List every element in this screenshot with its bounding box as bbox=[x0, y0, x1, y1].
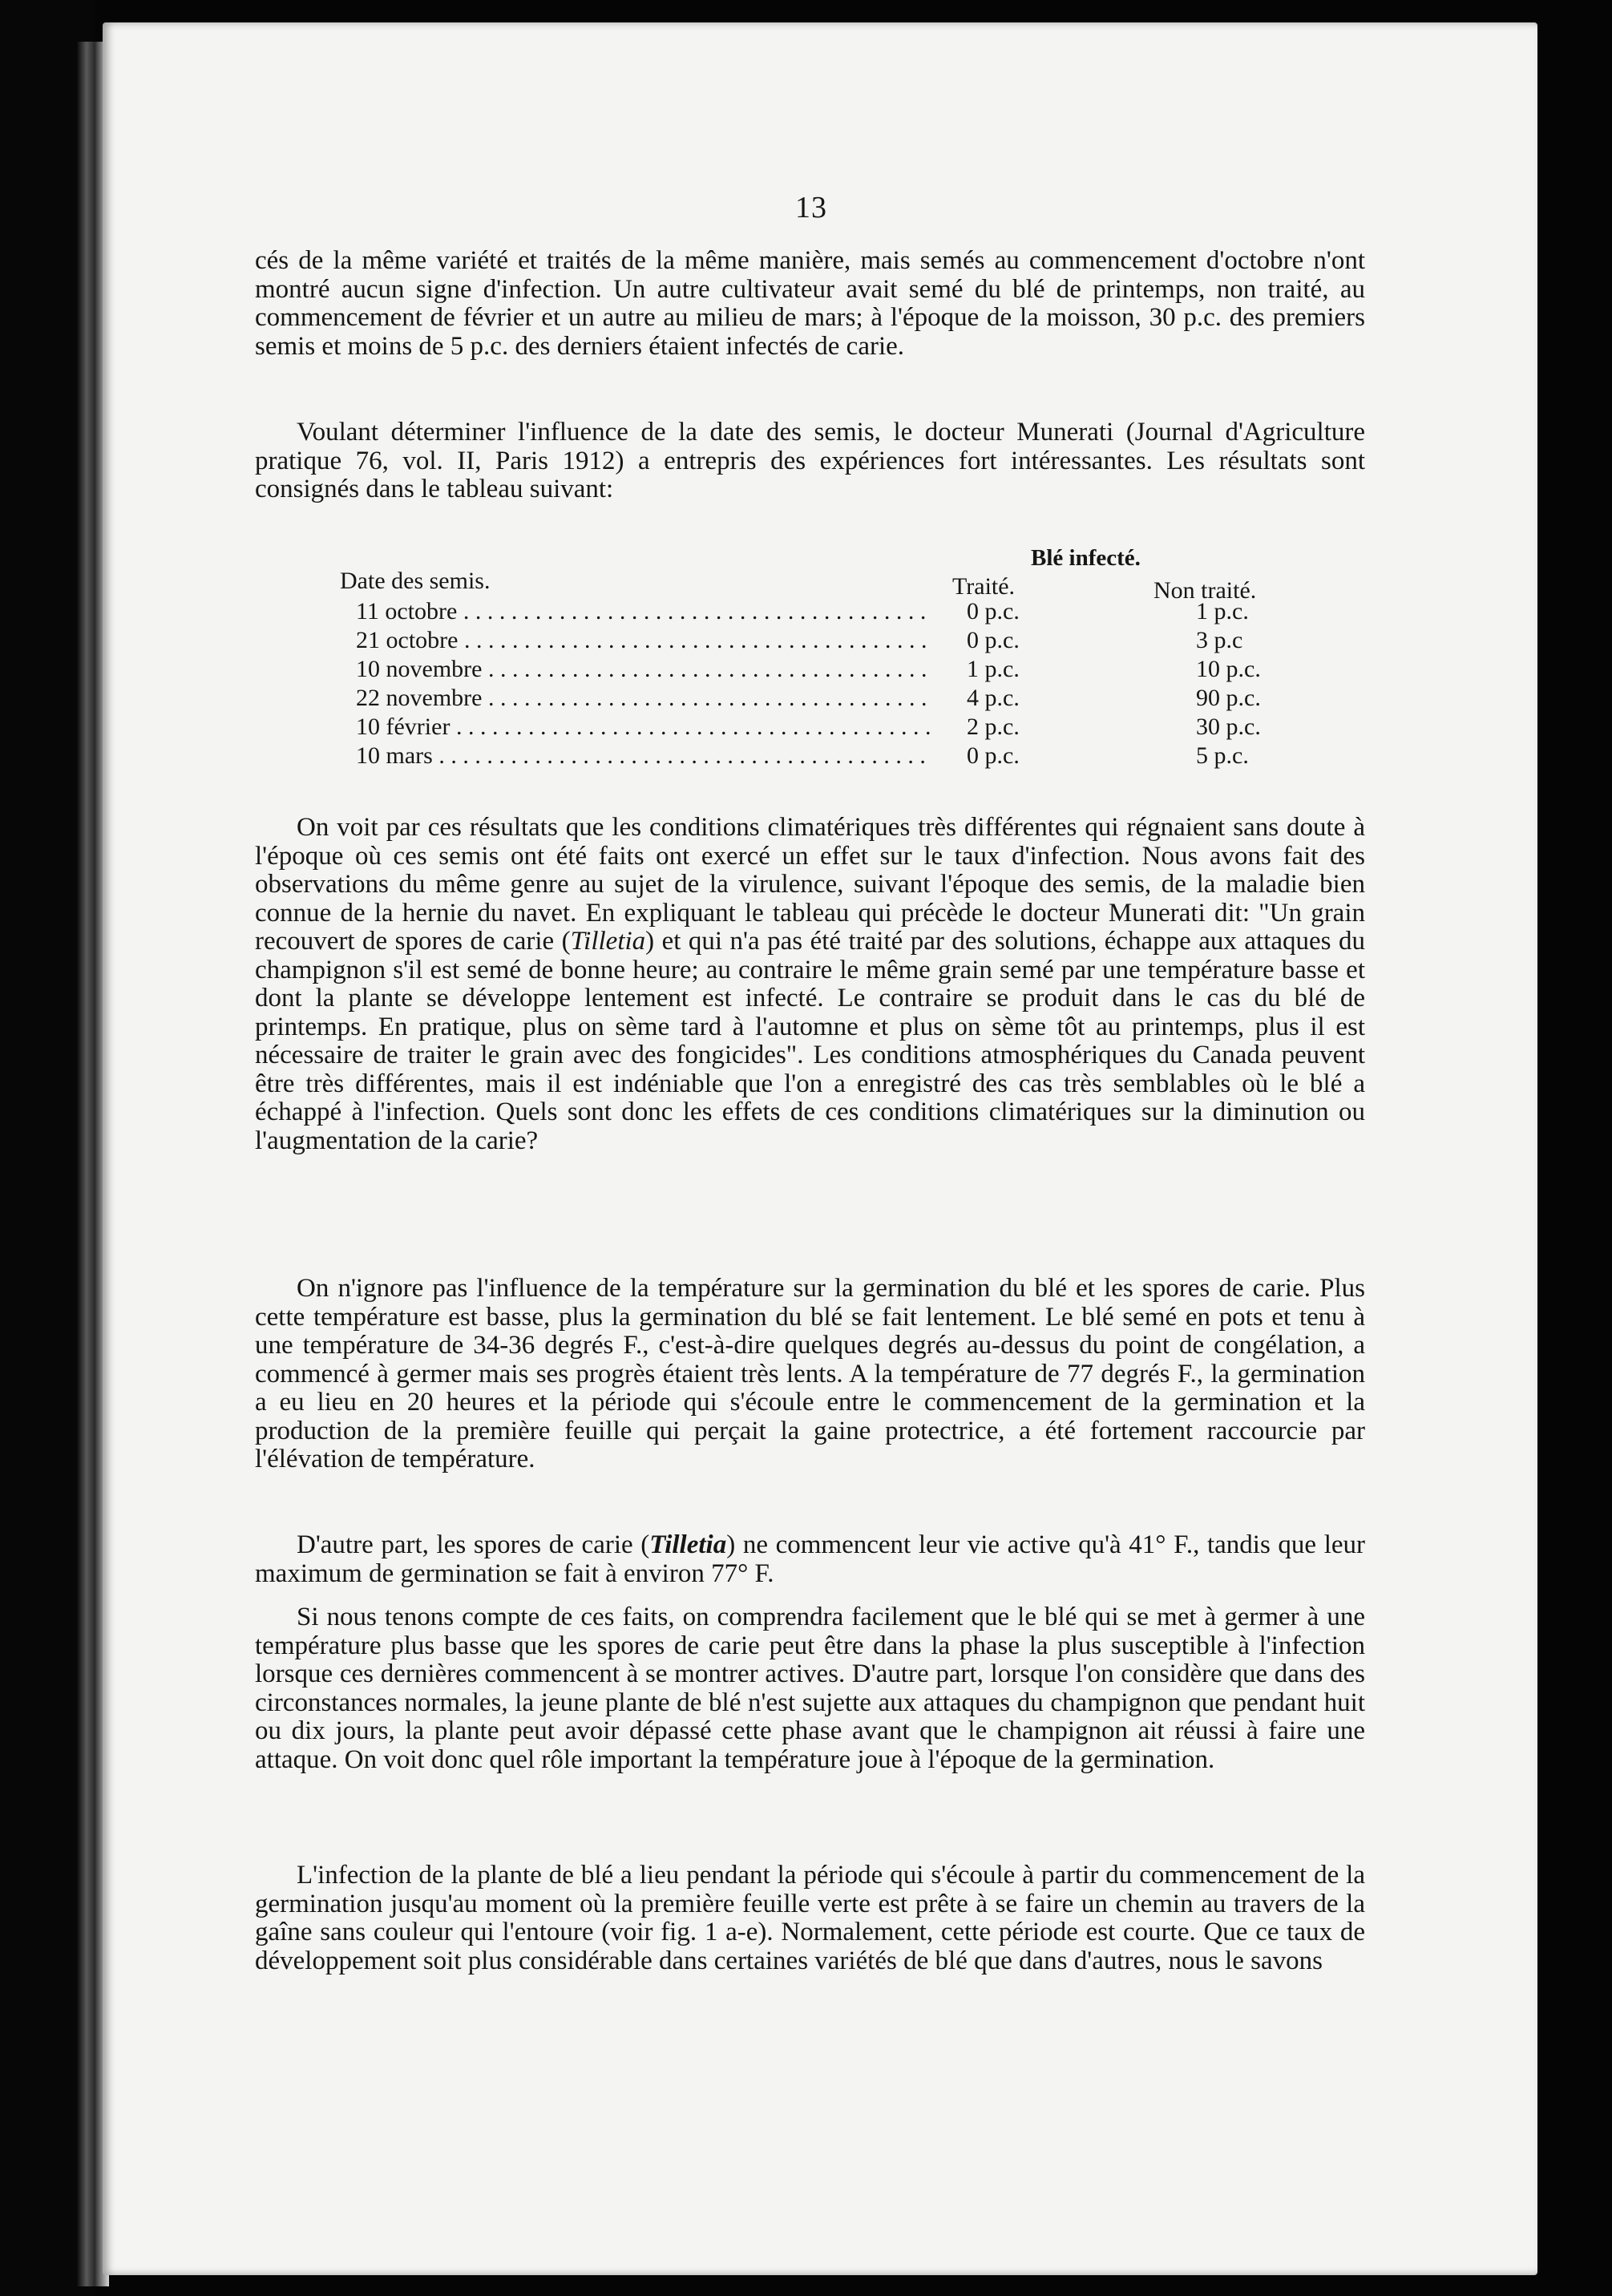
table-row bbox=[356, 713, 1302, 742]
paragraph bbox=[255, 814, 1365, 1155]
paragraph-text: Voulant déterminer l'influence de la date des semis, le docteur Munerati (Journal d'Agriculture pratique 76, vol. II, Paris 1912) a entrepris des expériences fort intéressantes. Les résultats sont consignés dans le tableau suivant: bbox=[255, 418, 1365, 503]
cell-untreated: 5 p.c. bbox=[1196, 742, 1249, 769]
cell-date: 22 novembre . . . bbox=[356, 685, 933, 712]
cell-treated: 1 p.c. bbox=[967, 656, 1020, 682]
text-run: ) et qui n'a pas été traité par des solutions, échappe aux attaques du champignon s'il est semé de bonne heure; au contraire le même grain semé par une température basse et dont la plante se développe lentement est infecté. Le contraire se produit dans le cas du blé de printemps. En pratique, plus on sème tard à l'automne et plus on sème tôt au printemps, plus il est nécessaire de traiter le grain avec des fongicides". Les conditions atmosphériques du Canada peuvent être très différentes, mais il est indéniable que l'on a enregistré des cas très semblables où le blé a échappé à l'infection. Quels sont donc les effets de ces conditions climatériques sur la diminution ou l'augmentation de la carie? bbox=[255, 927, 1365, 1155]
paragraph bbox=[255, 418, 1365, 504]
results-table bbox=[340, 545, 1302, 786]
column-header-untreated: Non traité. bbox=[1153, 577, 1257, 604]
paragraph bbox=[255, 1531, 1365, 1588]
text-run: On voit par ces résultats que les conditions climatériques très différentes qui régnaient sans doute à l'époque où ces semis ont été faits ont exercé un effet sur le taux d'infection. Nous avons fait des observations du même genre au sujet de la virulence, suivant l'époque des semis, de la maladie bien connue de la hernie du navet. En expliquant le tableau qui précède le docteur Munerati dit: "Un grain recouvert de spores de carie ( bbox=[255, 813, 1365, 956]
cell-treated: 0 p.c. bbox=[967, 627, 1020, 653]
paragraph bbox=[255, 1275, 1365, 1474]
table-row bbox=[356, 598, 1302, 627]
cell-treated: 2 p.c. bbox=[967, 713, 1020, 740]
cell-date: 10 mars . . . bbox=[356, 742, 933, 770]
cell-untreated: 3 p.c bbox=[1196, 627, 1243, 653]
page-number: 13 bbox=[795, 191, 827, 224]
cell-date: 11 octobre . . . bbox=[356, 598, 933, 625]
paragraph-text: L'infection de la plante de blé a lieu pendant la période qui s'écoule à partir du commencement de la germination jusqu'au moment où la première feuille verte est prête à se faire un chemin au travers de la gaîne sans couleur qui l'entoure (voir fig. 1 a-e). Normalement, cette période est courte. Que ce taux de développement soit plus considérable dans certaines variétés de blé que dans d'autres, nous le savons bbox=[255, 1861, 1365, 1975]
text-run: D'autre part, les spores de carie ( bbox=[297, 1530, 650, 1559]
cell-date: 21 octobre . . . bbox=[356, 627, 933, 654]
paragraph-text bbox=[255, 1531, 1365, 1588]
cell-untreated: 30 p.c. bbox=[1196, 713, 1261, 740]
species-name: Tilletia bbox=[570, 927, 646, 956]
table-row bbox=[356, 627, 1302, 656]
paragraph bbox=[255, 1603, 1365, 1774]
column-header-date: Date des semis. bbox=[340, 568, 491, 594]
paragraph-text: cés de la même variété et traités de la même manière, mais semés au commencement d'octobre n'ont montré aucun signe d'infection. Un autre cultivateur avait semé du blé de printemps, non traité, au commencement de février et un autre au milieu de mars; à l'époque de la moisson, 30 p.c. des premiers semis et moins de 5 p.c. des derniers étaient infectés de carie. bbox=[255, 246, 1365, 361]
paragraph bbox=[255, 1861, 1365, 1975]
cell-date: 10 novembre . . . bbox=[356, 656, 933, 683]
cell-untreated: 90 p.c. bbox=[1196, 685, 1261, 711]
paragraph-text: Si nous tenons compte de ces faits, on comprendra facilement que le blé qui se met à germer à une température plus basse que les spores de carie peut être dans la phase la plus susceptible à l'infection lorsque ces dernières commencent à se montrer actives. D'autre part, lorsque l'on considère que dans des circonstances normales, la jeune plante de blé n'est sujette aux attaques du champignon que pendant huit ou dix jours, la plante peut avoir dépassé cette phase avant que le champignon ait réussi à faire une attaque. On voit donc quel rôle important la température joue à l'époque de la germination. bbox=[255, 1603, 1365, 1774]
species-name: Tilletia bbox=[649, 1530, 727, 1559]
table-row bbox=[356, 685, 1302, 713]
cell-date: 10 février . . . bbox=[356, 713, 933, 741]
cell-untreated: 1 p.c. bbox=[1196, 598, 1249, 625]
table-row bbox=[356, 656, 1302, 685]
paragraph bbox=[255, 247, 1365, 361]
cell-untreated: 10 p.c. bbox=[1196, 656, 1261, 682]
column-header-treated: Traité. bbox=[952, 573, 1016, 600]
cell-treated: 0 p.c. bbox=[967, 598, 1020, 625]
text-run: ) ne commencent leur vie active qu'à 41° F., tandis que leur maximum de germination se fait à environ 77° F. bbox=[255, 1530, 1366, 1588]
paragraph-text bbox=[255, 814, 1365, 1155]
table-title: Blé infecté. bbox=[1031, 545, 1141, 571]
paragraph-text: On n'ignore pas l'influence de la température sur la germination du blé et les spores de carie. Plus cette température est basse, plus la germination du blé se fait lentement. Le blé semé en pots et tenu à une température de 34-36 degrés F., c'est-à-dire quelques degrés au-dessus du point de congélation, a commencé à germer mais ses progrès étaient très lents. A la température de 77 degrés F., la germination a eu lieu en 20 heures et la période qui s'écoule entre le commencement de la germination et la production de la première feuille qui perçait la gaine protectrice, a été fortement raccourcie par l'élévation de température. bbox=[255, 1274, 1365, 1473]
cell-treated: 4 p.c. bbox=[967, 685, 1020, 711]
cell-treated: 0 p.c. bbox=[967, 742, 1020, 769]
table-row bbox=[356, 742, 1302, 771]
